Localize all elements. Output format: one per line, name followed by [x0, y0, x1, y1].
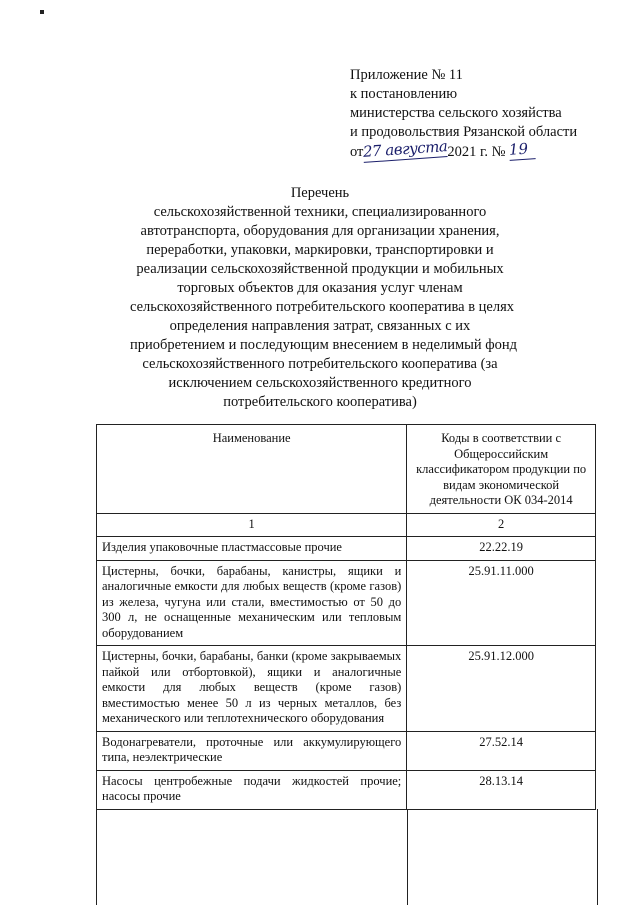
table-column-divider — [407, 809, 408, 905]
handwritten-date: 27 августа — [362, 137, 449, 161]
row-code: 25.91.12.000 — [407, 646, 596, 732]
header-code-cell: Коды в соответствии с Общероссийским классификатором продукции по видам экономической деятельности ОК 034-2014 — [407, 425, 596, 514]
table-row — [97, 560, 596, 646]
row-name: Насосы центробежные подачи жидкостей прочие; насосы прочие — [97, 770, 407, 809]
table-header-row — [97, 425, 596, 514]
title-line: сельскохозяйственной техники, специализированного — [153, 204, 487, 220]
row-code: 28.13.14 — [407, 770, 596, 809]
row-name: Изделия упаковочные пластмассовые прочие — [97, 537, 407, 561]
table-row — [97, 646, 596, 732]
appendix-date-line — [350, 137, 620, 162]
row-name: Водонагреватели, проточные или аккумулирующего типа, неэлектрические — [97, 731, 407, 770]
row-code: 27.52.14 — [407, 731, 596, 770]
title-line: сельскохозяйственного потребительского кооператива в целях — [130, 299, 515, 315]
appendix-line: и продовольствия Рязанской области — [350, 124, 578, 140]
title-line: определения направления затрат, связанных с их — [169, 318, 471, 334]
equipment-table — [96, 424, 596, 810]
title-line: исключением сельскохозяйственного кредитного — [168, 375, 472, 391]
scan-mark — [40, 10, 44, 14]
table-continuation — [96, 809, 598, 905]
title-line: автотранспорта, оборудования для организации хранения, — [140, 223, 500, 239]
row-name: Цистерны, бочки, барабаны, банки (кроме закрываемых пайкой или отбортовкой), ящики и аналогичные емкости для любых веществ (кроме газов) вместимостью менее 50 л из черных металлов, без механического или теплотехнического оборудования — [97, 646, 407, 732]
table-row — [97, 537, 596, 561]
appendix-line: к постановлению — [350, 86, 458, 102]
handwritten-number: 19 — [508, 139, 535, 161]
column-number-row — [97, 513, 596, 537]
column-number-1: 1 — [97, 513, 407, 537]
title-line: переработки, упаковки, маркировки, транспортировки и — [146, 242, 494, 258]
table-row — [97, 770, 596, 809]
header-name-cell: Наименование — [97, 425, 407, 514]
table-row — [97, 731, 596, 770]
appendix-line: Приложение № 11 — [350, 67, 463, 83]
appendix-line: министерства сельского хозяйства — [350, 105, 562, 121]
column-number-2: 2 — [407, 513, 596, 537]
title-line: реализации сельскохозяйственной продукции и мобильных — [136, 261, 504, 277]
appendix-block — [350, 66, 620, 162]
title-heading: Перечень — [290, 185, 350, 201]
row-code: 22.22.19 — [407, 537, 596, 561]
title-line: торговых объектов для оказания услуг членам — [177, 280, 463, 296]
title-line: сельскохозяйственного потребительского кооператива (за — [142, 356, 498, 372]
title-line: потребительского кооператива) — [223, 394, 417, 410]
date-prefix: от — [350, 144, 364, 160]
row-name: Цистерны, бочки, барабаны, канистры, ящики и аналогичные емкости для любых веществ (кроме газов) из железа, чугуна или стали, вместимостью от 50 до 300 л, не оснащенные механическим или тепловым оборудованием — [97, 560, 407, 646]
document-title — [130, 184, 518, 412]
date-suffix: 2021 г. № — [447, 144, 506, 160]
row-code: 25.91.11.000 — [407, 560, 596, 646]
title-line: приобретением и последующим внесением в неделимый фонд — [130, 337, 518, 353]
